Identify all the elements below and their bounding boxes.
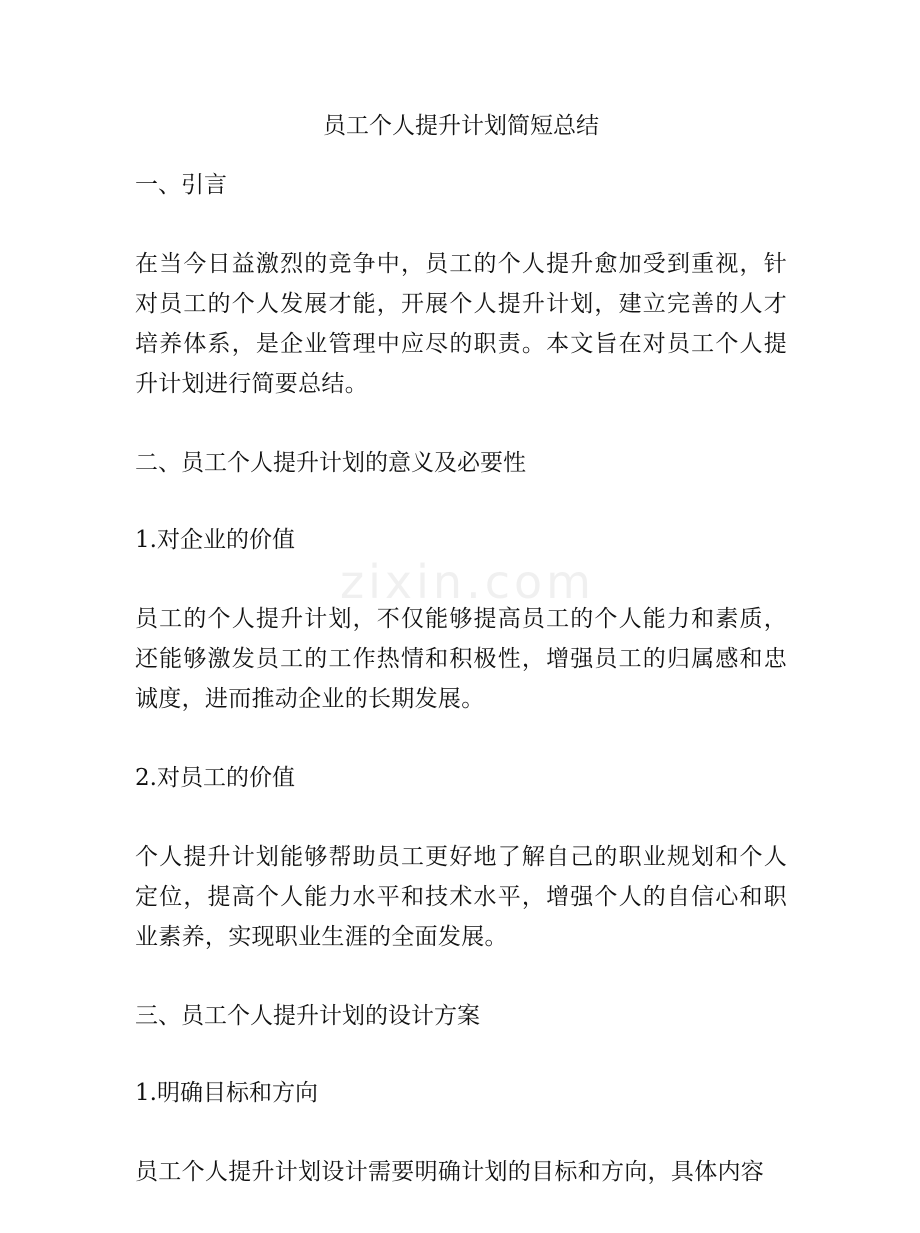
watermark: zixin.com: [340, 555, 595, 609]
subheading-goal: 1.明确目标和方向: [135, 1080, 318, 1106]
section-heading-significance: 二、员工个人提升计划的意义及必要性: [135, 450, 526, 476]
paragraph-goal: 员工个人提升计划设计需要明确计划的目标和方向，具体内容: [135, 1159, 765, 1185]
document-title: 员工个人提升计划简短总结: [323, 113, 599, 139]
paragraph-intro: 在当今日益激烈的竞争中，员工的个人提升愈加受到重视，针对员工的个人发展才能，开展个人提升计划，建立完善的人才培养体系，是企业管理中应尽的职责。本文旨在对员工个人提升计划进行简要总结。: [135, 251, 787, 397]
paragraph-company-value: 员工的个人提升计划，不仅能够提高员工的个人能力和素质，还能够激发员工的工作热情和积极性，增强员工的归属感和忠诚度，进而推动企业的长期发展。: [135, 606, 787, 712]
subheading-employee-value: 2.对员工的价值: [135, 765, 295, 791]
subheading-company-value: 1.对企业的价值: [135, 527, 295, 553]
document-body: [135, 108, 787, 1233]
section-heading-intro: 一、引言: [135, 172, 227, 198]
section-heading-design: 三、员工个人提升计划的设计方案: [135, 1003, 480, 1029]
paragraph-employee-value: 个人提升计划能够帮助员工更好地了解自己的职业规划和个人定位，提高个人能力水平和技术水平，增强个人的自信心和职业素养，实现职业生涯的全面发展。: [135, 844, 787, 950]
